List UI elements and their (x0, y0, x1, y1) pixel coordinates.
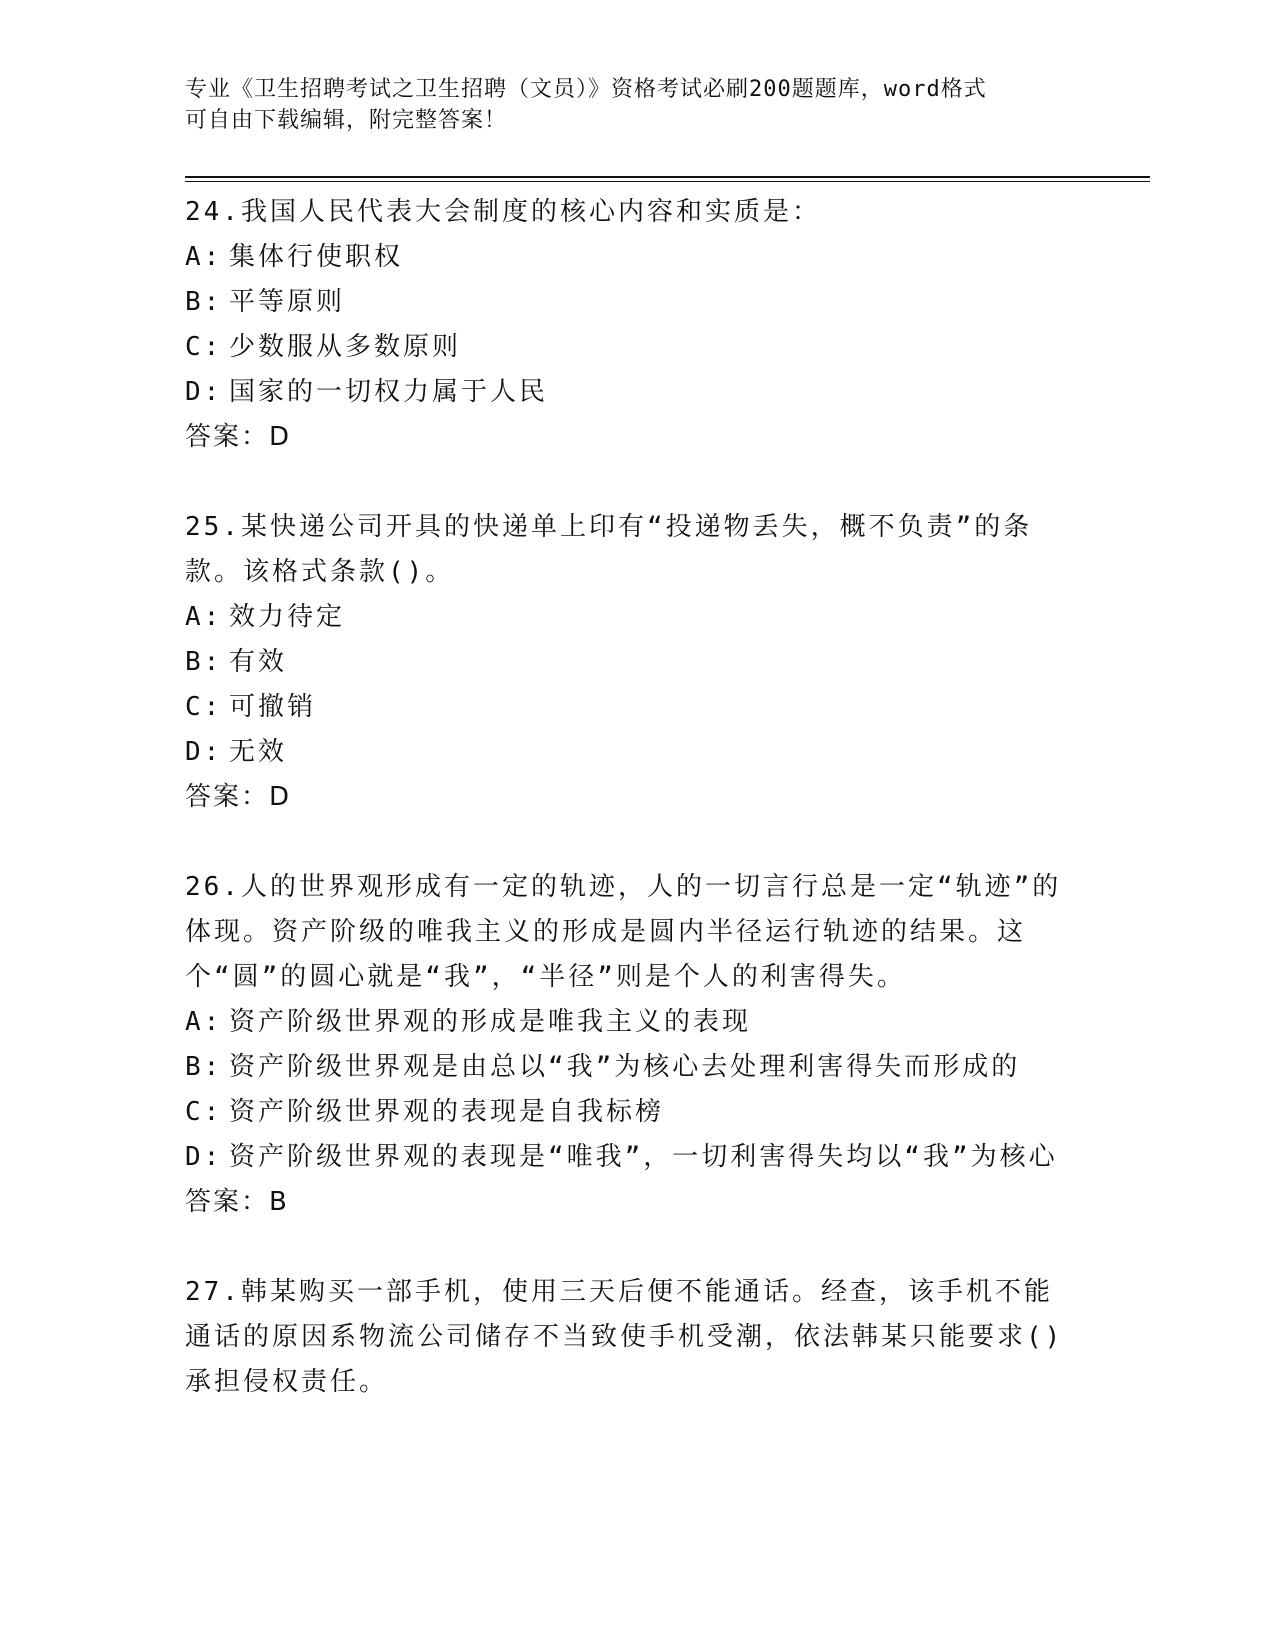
question-27 (185, 1270, 1075, 1405)
option-text: 平等原则 (229, 287, 346, 317)
option-letter: B: (185, 287, 223, 317)
option-d (185, 730, 1075, 775)
option-text: 集体行使职权 (229, 242, 404, 272)
option-letter: B: (185, 1052, 223, 1082)
option-text: 可撤销 (229, 692, 317, 722)
option-a (185, 595, 1075, 640)
option-text: 资产阶级世界观的表现是“唯我”，一切利害得失均以“我”为核心 (229, 1142, 1058, 1172)
question-24 (185, 190, 1075, 460)
option-b (185, 640, 1075, 685)
option-c (185, 1090, 1075, 1135)
option-text: 有效 (229, 647, 288, 677)
option-letter: B: (185, 647, 223, 677)
option-c (185, 325, 1075, 370)
document-header (185, 74, 1065, 136)
option-letter: A: (185, 242, 223, 272)
option-letter: D: (185, 737, 223, 767)
header-line-1: 专业《卫生招聘考试之卫生招聘（文员）》资格考试必刷200题题库，word格式 (185, 77, 987, 102)
option-b (185, 280, 1075, 325)
option-text: 少数服从多数原则 (229, 332, 462, 362)
option-text: 资产阶级世界观是由总以“我”为核心去处理利害得失而形成的 (229, 1052, 1021, 1082)
option-c (185, 685, 1075, 730)
option-text: 资产阶级世界观的形成是唯我主义的表现 (229, 1007, 752, 1037)
answer-label: 答案：D (185, 422, 292, 452)
answer-label: 答案：D (185, 782, 292, 812)
answer-label: 答案：B (185, 1187, 289, 1217)
header-line-2: 可自由下载编辑，附完整答案！ (185, 108, 508, 133)
question-list (185, 190, 1075, 1450)
option-d (185, 1135, 1075, 1180)
option-letter: D: (185, 377, 223, 407)
question-text: 25.某快递公司开具的快递单上印有“投递物丢失，概不负责”的条款。该格式条款()。 (185, 512, 1033, 587)
option-text: 国家的一切权力属于人民 (229, 377, 549, 407)
option-a (185, 235, 1075, 280)
option-a (185, 1000, 1075, 1045)
question-text: 27.韩某购买一部手机，使用三天后便不能通话。经查，该手机不能通话的原因系物流公司储存不当致使手机受潮，依法韩某只能要求()承担侵权责任。 (185, 1277, 1064, 1397)
option-letter: C: (185, 692, 223, 722)
question-26 (185, 865, 1075, 1225)
question-text: 26.人的世界观形成有一定的轨迹，人的一切言行总是一定“轨迹”的体现。资产阶级的唯我主义的形成是圆内半径运行轨迹的结果。这个“圆”的圆心就是“我”，“半径”则是个人的利害得失。 (185, 872, 1062, 992)
header-divider (185, 176, 1150, 182)
question-text: 24.我国人民代表大会制度的核心内容和实质是： (185, 197, 821, 227)
option-d (185, 370, 1075, 415)
option-letter: A: (185, 1007, 223, 1037)
option-letter: D: (185, 1142, 223, 1172)
option-text: 效力待定 (229, 602, 346, 632)
option-letter: A: (185, 602, 223, 632)
option-b (185, 1045, 1075, 1090)
question-25 (185, 505, 1075, 820)
option-text: 资产阶级世界观的表现是自我标榜 (229, 1097, 665, 1127)
option-letter: C: (185, 332, 223, 362)
option-letter: C: (185, 1097, 223, 1127)
option-text: 无效 (229, 737, 288, 767)
